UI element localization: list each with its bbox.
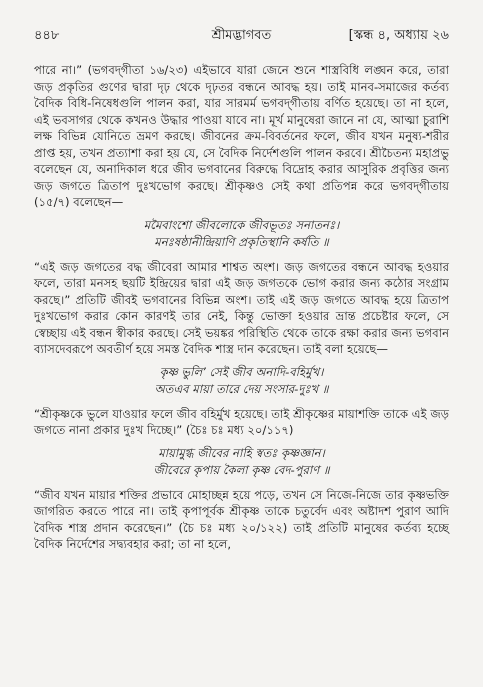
verse-line: মায়ামুগ্ধ জীবের নাহি স্বতঃ কৃষ্ণজ্ঞান। [158,445,325,460]
page-body [34,62,449,553]
page-header [34,26,449,48]
verse-block [34,217,449,251]
verse-line: অতএব মায়া তারে দেয় সংসার-দুঃখ ॥ [154,381,329,396]
chapter-location: [স্কন্ধ ৪, অধ্যায় ২৬ [348,28,449,43]
verse-line: মনঃষষ্ঠানীন্দ্রিয়াণি প্রকৃতিস্থানি কর্ষতি ॥ [154,234,329,249]
verse-line: জীবেরে কৃপায় কৈলা কৃষ্ণ বেদ-পুরাণ ॥ [153,462,330,477]
paragraph: “শ্রীকৃষ্ণকে ভুলে যাওয়ার ফলে জীব বহির্মুখ হয়েছে। তাই শ্রীকৃষ্ণের মায়াশক্তি তাকে এই জড় জগতে নানা প্রকার দুঃখ দিচ্ছে।” (চৈঃ চঃ মধ্য ২০/১১৭) [34,406,449,437]
verse-block [34,364,449,398]
book-title: শ্রীমদ্ভাগবত [211,28,272,43]
paragraph: “জীব যখন মায়ার শক্তির প্রভাবে মোহাচ্ছন্ন হয়ে পড়ে, তখন সে নিজে-নিজে তার কৃষ্ণভক্তি জাগরিত করতে পারে না। তাই কৃপাপূর্বক শ্রীকৃষ্ণ তাকে চতুর্বেদ এবং অষ্টাদশ পুরাণ আদি বৈদিক শাস্ত্র প্রদান করেছেন।” (চৈ চঃ মধ্য ২০/১২২) তাই প্রতিটি মানুষের কর্তব্য হচ্ছে বৈদিক নির্দেশের সদ্ব্যবহার করা; তা না হলে, [34,487,449,551]
page-number: ৪৪৮ [34,28,60,43]
verse-line: মমৈবাংশো জীবলোকে জীবভূতঃ সনাতনঃ। [143,217,340,232]
paragraph: পারে না।” (ভগবদ্‌গীতা ১৬/২৩) এইভাবে যারা জেনে শুনে শাস্ত্রবিধি লঙ্ঘন করে, তারা জড় প্রকৃতির গুণের দ্বারা দৃঢ় থেকে দৃঢ়তর বন্ধনে আবদ্ধ হয়। তাই মানব-সমাজের কর্তব্য বৈদিক বিধি-নিষেধগুলি পালন করা, যার সারমর্ম ভগবদ্‌গীতায় বর্ণিত হয়েছে। তা না হলে, এই ভবসাগর থেকে কখনও উদ্ধার পাওয়া যাবে না। মূর্খ মানুষেরা জানে না যে, আত্মা চুরাশি লক্ষ বিভিন্ন যোনিতে ভ্রমণ করছে। জীবনের ক্রম-বিবর্তনের ফলে, জীব যখন মনুষ্য-শরীর প্রাপ্ত হয়, তখন প্রত্যাশা করা হয় যে, সে বৈদিক নির্দেশগুলি পালন করবে। শ্রীচৈতন্য মহাপ্রভু বলেছেন যে, অনাদিকাল ধরে জীব ভগবানের বিরুদ্ধে বিদ্রোহ করার আসুরিক প্রবৃত্তির জন্য জড় জগতে ত্রিতাপ দুঃখভোগ করছে। শ্রীকৃষ্ণও সেই কথা প্রতিপন্ন করে ভগবদ্‌গীতায় (১৫/৭) বলেছেন— [34,63,449,209]
verse-line: কৃষ্ণ ভুলি’ সেই জীব অনাদি-বহির্মুখ। [159,364,324,379]
verse-block [34,445,449,479]
paragraph: “এই জড় জগতের বদ্ধ জীবেরা আমার শাশ্বত অংশ। জড় জগতের বন্ধনে আবদ্ধ হওয়ার ফলে, তারা মনসহ ছয়টি ইন্দ্রিয়ের দ্বারা এই জড় জগতকে ভোগ করার জন্য কঠোর সংগ্রাম করছে।” প্রতিটি জীবই ভগবানের বিভিন্ন অংশ। তাই এই জড় জগতে আবদ্ধ হয়ে ত্রিতাপ দুঃখভোগ করার কোন কারণই তার নেই, কিন্তু ভোক্তা হওয়ার ভ্রান্ত প্রচেষ্টার ফলে, সে স্বেচ্ছায় এই বন্ধন স্বীকার করছে। সেই ভয়ঙ্কর পরিস্থিতি থেকে তাকে রক্ষা করার জন্য ভগবান ব্যাসদেবরূপে অবতীর্ণ হয়ে সমস্ত বৈদিক শাস্ত্র দান করেছেন। তাই বলা হয়েছে— [34,259,450,356]
